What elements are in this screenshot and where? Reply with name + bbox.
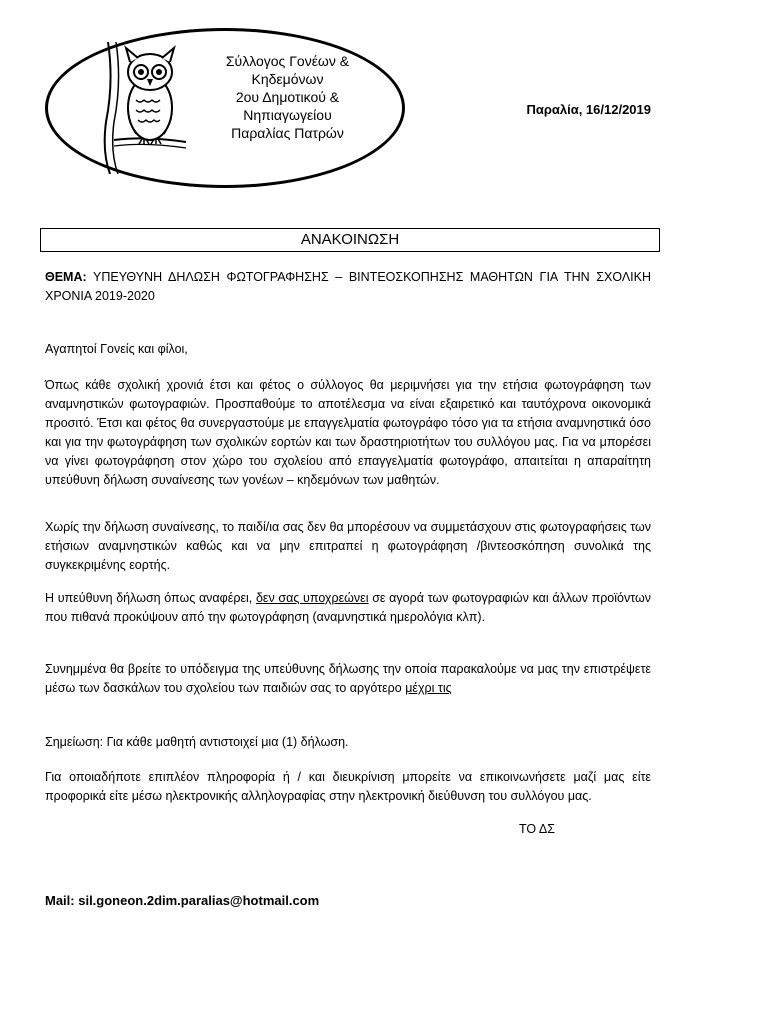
email-address[interactable]: Mail: sil.goneon.2dim.paralias@hotmail.com (45, 893, 320, 908)
org-line: Κηδεμόνων (251, 71, 324, 87)
announcement-title: ΑΝΑΚΟΙΝΩΣΗ (40, 228, 660, 252)
paragraph-intro: Όπως κάθε σχολική χρονιά έτσι και φέτος ο σύλλογος θα μεριμνήσει για την ετήσια φωτογράφηση των αναμνηστικών φωτογραφιών. Προσπαθούμε το αποτέλεσμα να είναι εξαιρετικό και ταυτόχρονα οικονομικά προσιτό. Έτσι και φέτος θα συνεργαστούμε με επαγγελματία φωτογράφο τόσο για τα ετήσια αναμνηστικά όσο και για την φωτογράφηση των σχολικών εορτών και των δραστηριοτήτων του συλλόγου μας. Για να μπορέσει να γίνει φωτογράφηση στον χώρο του σχολείου από επαγγελματία φωτογράφο, απαιτείται η απαραίτητη υπεύθυνη δήλωση συναίνεσης των γονέων – κηδεμόνων των μαθητών. (45, 378, 651, 487)
org-line: Σύλλογος Γονέων & (225, 53, 350, 69)
subject-line (45, 268, 651, 306)
note: Σημείωση: Για κάθε μαθητή αντιστοιχεί μια (1) δήλωση. (45, 735, 349, 749)
org-line: Παραλίας Πατρών (231, 125, 344, 141)
text-span: σε αγορά των φωτογραφιών και άλλων προϊόντων που πιθανά προκύψουν από την φωτογράφηση (αναμνηστικά ημερολόγια κλπ). (45, 591, 652, 624)
underlined-text: δεν σας υποχρεώνει (255, 591, 369, 605)
text-span: Η υπεύθυνη δήλωση όπως αναφέρει, (45, 591, 256, 605)
place-date: Παραλία, 16/12/2019 (526, 102, 651, 117)
owl-icon (100, 42, 190, 174)
org-line: Νηπιαγωγείου (243, 107, 332, 123)
underlined-text: μέχρι τις (405, 681, 452, 695)
signature: ΤΟ ΔΣ (519, 822, 555, 836)
paragraph-consent: Χωρίς την δήλωση συναίνεσης, το παιδί/ια σας δεν θα μπορέσουν να συμμετάσχουν στις φωτογραφήσεις των ετήσιων αναμνηστικών καθώς και να μην επιτραπεί η φωτογράφηση /βιντεοσκόπηση συνολικά της συγκεκριμένης εορτής. (45, 520, 651, 572)
subject-label: ΘΕΜΑ: (45, 270, 87, 284)
org-line: 2ου Δημοτικού & (235, 89, 340, 105)
greeting: Αγαπητοί Γονείς και φίλοι, (45, 342, 188, 356)
paragraph-attachment (45, 660, 651, 698)
text-span: Συνημμένα θα βρείτε το υπόδειγμα της υπεύθυνης δήλωσης την οποία παρακαλούμε να μας την επιστρέψετε μέσω των δασκάλων του σχολείου των παιδιών σας το αργότερο (45, 662, 651, 695)
paragraph-obligation (45, 589, 651, 627)
subject-text: ΥΠΕΥΘΥΝΗ ΔΗΛΩΣΗ ΦΩΤΟΓΡΑΦΗΣΗΣ – ΒΙΝΤΕΟΣΚΟΠΗΣΗΣ ΜΑΘΗΤΩΝ ΓΙΑ ΤΗΝ ΣΧΟΛΙΚΗ ΧΡΟΝΙΑ 2019-2020 (45, 270, 651, 303)
organization-name (195, 52, 380, 142)
paragraph-contact: Για οποιαδήποτε επιπλέον πληροφορία ή / και διευκρίνιση μπορείτε να επικοινωνήσετε μαζί μας είτε προφορικά είτε μέσω ηλεκτρονικής αλληλογραφίας στην ηλεκτρονική διεύθυνση του συλλόγου μας. (45, 770, 651, 803)
